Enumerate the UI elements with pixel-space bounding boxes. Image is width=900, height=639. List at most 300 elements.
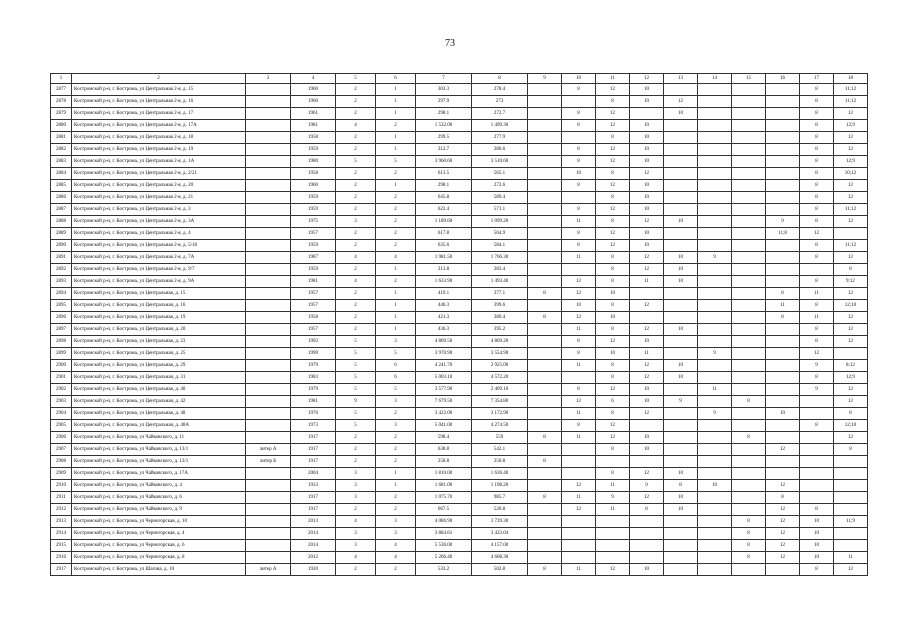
table-cell	[732, 252, 766, 264]
table-cell: 3	[336, 216, 376, 228]
table-cell	[732, 228, 766, 240]
table-cell: 10	[562, 168, 596, 180]
table-cell: 8	[596, 408, 630, 420]
table-row	[51, 276, 868, 288]
table-cell: 2	[336, 132, 376, 144]
table-cell	[664, 408, 698, 420]
table-cell: 12	[834, 384, 868, 396]
table-cell: 1933	[291, 480, 336, 492]
table-cell	[246, 96, 291, 108]
table-cell: 1961	[291, 108, 336, 120]
table-cell: 2915	[51, 540, 72, 552]
table-cell: 4	[336, 276, 376, 288]
table-cell	[766, 348, 800, 360]
table-cell: 8	[596, 192, 630, 204]
table-cell: 1	[376, 108, 416, 120]
table-cell: 8	[664, 480, 698, 492]
table-cell	[664, 516, 698, 528]
table-cell	[766, 156, 800, 168]
table-cell: 2885	[51, 180, 72, 192]
table-cell	[562, 444, 596, 456]
table-cell: 2894	[51, 288, 72, 300]
table-cell: 3 554.90	[472, 348, 528, 360]
table-cell: 2899	[51, 348, 72, 360]
table-cell: 12	[834, 252, 868, 264]
table-cell: 2908	[51, 456, 72, 468]
table-cell: 1 075.70	[416, 492, 472, 504]
table-cell	[698, 456, 732, 468]
table-cell: 10	[800, 528, 834, 540]
table-cell: 11	[630, 276, 664, 288]
table-cell: 12	[596, 180, 630, 192]
table-cell: 5 536.00	[416, 540, 472, 552]
table-cell: 1917	[291, 492, 336, 504]
table-cell	[732, 468, 766, 480]
table-cell: 4 869.50	[416, 336, 472, 348]
table-cell	[732, 180, 766, 192]
table-cell	[528, 156, 562, 168]
table-cell: 11	[562, 324, 596, 336]
column-header: 9	[528, 74, 562, 84]
table-row	[51, 120, 868, 132]
table-cell	[246, 204, 291, 216]
table-cell: 9	[596, 492, 630, 504]
table-cell: 2	[376, 192, 416, 204]
table-cell: 8	[732, 396, 766, 408]
table-cell	[528, 504, 562, 516]
table-cell: 12	[766, 480, 800, 492]
table-cell	[528, 372, 562, 384]
table-cell: 3	[376, 516, 416, 528]
table-cell: 8	[800, 300, 834, 312]
table-cell: 1957	[291, 288, 336, 300]
table-cell: 12	[562, 504, 596, 516]
table-cell: 3 960.60	[416, 156, 472, 168]
table-cell: 2888	[51, 216, 72, 228]
table-cell: 11;8	[766, 228, 800, 240]
table-cell	[732, 504, 766, 516]
table-cell: 2880	[51, 120, 72, 132]
table-cell: 542.1	[472, 444, 528, 456]
table-cell	[528, 516, 562, 528]
table-cell	[698, 180, 732, 192]
table-cell	[246, 264, 291, 276]
table-cell	[664, 228, 698, 240]
table-cell: 2014	[291, 528, 336, 540]
table-cell	[246, 552, 291, 564]
table-row	[51, 528, 868, 540]
table-cell	[732, 96, 766, 108]
table-cell	[698, 372, 732, 384]
table-cell: 645.8	[416, 192, 472, 204]
table-cell: 1 636.40	[472, 468, 528, 480]
table-cell	[698, 264, 732, 276]
table-cell: 2	[376, 228, 416, 240]
address-cell: Костромской р-н, г. Кострома, ул Центральная, д. 16	[72, 300, 246, 312]
table-cell: 5	[336, 420, 376, 432]
table-cell: 1973	[291, 420, 336, 432]
table-cell: 12	[596, 564, 630, 576]
table-cell: 2	[376, 492, 416, 504]
column-header: 3	[246, 74, 291, 84]
table-cell	[834, 348, 868, 360]
table-cell	[246, 132, 291, 144]
table-cell: 9	[336, 396, 376, 408]
table-cell: 1917	[291, 504, 336, 516]
table-cell: 10	[596, 348, 630, 360]
table-cell: 2	[336, 96, 376, 108]
table-cell: 273	[472, 96, 528, 108]
table-cell	[528, 420, 562, 432]
table-cell: 9	[698, 348, 732, 360]
table-cell	[596, 528, 630, 540]
table-cell	[698, 324, 732, 336]
table-cell	[596, 540, 630, 552]
table-cell: 10	[630, 228, 664, 240]
table-cell: 5 266.40	[416, 552, 472, 564]
table-cell: 8	[800, 132, 834, 144]
table-cell	[698, 360, 732, 372]
table-cell	[766, 432, 800, 444]
table-cell: 1960	[291, 96, 336, 108]
address-cell: Костромской р-н, г. Кострома, ул Чайковского, д. 13/1	[72, 444, 246, 456]
table-cell: 2897	[51, 324, 72, 336]
table-cell	[664, 564, 698, 576]
table-cell: 10	[630, 444, 664, 456]
table-cell: 11	[562, 252, 596, 264]
table-cell: 2	[336, 288, 376, 300]
table-cell: 5	[376, 384, 416, 396]
table-cell	[698, 528, 732, 540]
table-row	[51, 264, 868, 276]
table-cell	[246, 420, 291, 432]
table-cell: 1	[376, 312, 416, 324]
table-cell: 4 274.50	[472, 420, 528, 432]
column-header: 6	[376, 74, 416, 84]
table-cell: 10	[664, 372, 698, 384]
table-cell: 12	[766, 540, 800, 552]
table-cell: 10	[766, 408, 800, 420]
address-cell: Костромской р-н, г. Кострома, ул Чайковского, д. 4	[72, 480, 246, 492]
column-header: 14	[698, 74, 732, 84]
table-cell: 8	[732, 516, 766, 528]
table-cell: 2	[336, 180, 376, 192]
table-cell	[246, 540, 291, 552]
table-cell	[834, 480, 868, 492]
table-cell	[698, 504, 732, 516]
table-cell: 11	[562, 432, 596, 444]
table-cell: 2901	[51, 372, 72, 384]
column-header: 2	[72, 74, 246, 84]
table-cell: литер А	[246, 564, 291, 576]
address-cell: Костромской р-н, г. Кострома, ул Центральная, д. 19	[72, 312, 246, 324]
address-cell: Костромской р-н, г. Кострома, ул Центральная, д. 20	[72, 324, 246, 336]
table-cell	[246, 492, 291, 504]
table-cell	[528, 204, 562, 216]
table-cell	[732, 240, 766, 252]
table-cell	[528, 408, 562, 420]
table-cell: 419.1	[416, 288, 472, 300]
table-row	[51, 480, 868, 492]
table-cell: 2	[376, 276, 416, 288]
table-cell	[562, 132, 596, 144]
table-cell	[766, 120, 800, 132]
table-row	[51, 564, 868, 576]
table-cell: 11;12	[834, 84, 868, 96]
table-cell	[664, 120, 698, 132]
table-cell: 1917	[291, 432, 336, 444]
table-cell	[562, 528, 596, 540]
table-cell	[698, 108, 732, 120]
table-cell	[766, 276, 800, 288]
table-cell	[664, 168, 698, 180]
address-cell: Костромской р-н, г. Кострома, ул Центральная 2-я, д. 17	[72, 108, 246, 120]
table-cell: 2898	[51, 336, 72, 348]
table-cell	[732, 156, 766, 168]
table-row	[51, 360, 868, 372]
table-cell	[766, 192, 800, 204]
table-row	[51, 228, 868, 240]
table-cell: 299.5	[416, 132, 472, 144]
table-cell	[698, 96, 732, 108]
table-cell: 12	[834, 192, 868, 204]
table-cell	[246, 180, 291, 192]
table-cell: 2896	[51, 312, 72, 324]
table-cell: 5	[376, 348, 416, 360]
table-cell	[766, 180, 800, 192]
table-cell: 8	[596, 96, 630, 108]
table-cell: 10	[664, 324, 698, 336]
table-cell: 8	[562, 180, 596, 192]
table-cell: 1970	[291, 408, 336, 420]
table-cell: 10	[630, 204, 664, 216]
table-cell	[766, 396, 800, 408]
table-cell: 2	[336, 564, 376, 576]
table-cell	[246, 504, 291, 516]
table-cell: 1	[376, 468, 416, 480]
table-cell: 622.4	[416, 204, 472, 216]
table-cell: 10	[664, 360, 698, 372]
table-cell	[800, 264, 834, 276]
table-cell	[246, 348, 291, 360]
table-cell: 1	[376, 84, 416, 96]
address-cell: Костромской р-н, г. Кострома, ул Центральная 2-я, д. 5/18	[72, 240, 246, 252]
table-cell: 1981	[291, 396, 336, 408]
table-cell: 12	[766, 504, 800, 516]
table-cell	[562, 264, 596, 276]
table-cell	[664, 300, 698, 312]
table-cell	[528, 180, 562, 192]
table-cell: 11;9	[834, 516, 868, 528]
table-cell: 2881	[51, 132, 72, 144]
table-cell: 2900	[51, 360, 72, 372]
table-cell: 10	[800, 552, 834, 564]
table-cell	[698, 396, 732, 408]
table-cell: 421.3	[416, 312, 472, 324]
table-cell	[246, 528, 291, 540]
table-cell: 571.1	[472, 204, 528, 216]
table-cell: 2879	[51, 108, 72, 120]
table-cell	[528, 228, 562, 240]
table-cell: 2889	[51, 228, 72, 240]
table-cell: 1957	[291, 228, 336, 240]
table-cell: 10	[630, 132, 664, 144]
table-cell: 12	[664, 96, 698, 108]
table-cell: 1	[376, 300, 416, 312]
table-cell	[664, 348, 698, 360]
table-cell: 10	[664, 252, 698, 264]
table-cell: 1993	[291, 336, 336, 348]
table-cell: 7 354.80	[472, 396, 528, 408]
table-cell	[528, 540, 562, 552]
address-cell: Костромской р-н, г. Кострома, ул Центральная 2-я, д. 7А	[72, 252, 246, 264]
table-cell	[246, 144, 291, 156]
column-header: 1	[51, 74, 72, 84]
table-cell: 12	[596, 84, 630, 96]
table-cell	[698, 276, 732, 288]
table-cell	[698, 420, 732, 432]
table-cell	[834, 456, 868, 468]
table-row	[51, 348, 868, 360]
table-cell: 2	[336, 456, 376, 468]
address-cell: Костромской р-н, г. Кострома, ул Центральная 2-я, д. 19	[72, 144, 246, 156]
table-cell: 1980	[291, 156, 336, 168]
table-cell: 1 198.20	[472, 480, 528, 492]
table-cell	[834, 228, 868, 240]
table-cell	[800, 408, 834, 420]
table-cell: 8	[596, 300, 630, 312]
table-cell: 10	[664, 504, 698, 516]
table-cell: 1958	[291, 312, 336, 324]
table-cell: 8	[800, 108, 834, 120]
table-row	[51, 516, 868, 528]
table-cell	[246, 252, 291, 264]
table-cell: 9	[630, 480, 664, 492]
table-cell	[246, 276, 291, 288]
table-cell	[596, 456, 630, 468]
table-cell: 2	[336, 324, 376, 336]
table-cell: 8	[834, 444, 868, 456]
table-cell: 1 099.20	[472, 216, 528, 228]
table-cell: 8	[766, 288, 800, 300]
table-cell: 2	[336, 240, 376, 252]
address-cell: Костромской р-н, г. Кострома, ул Центральная, д. 40	[72, 384, 246, 396]
table-cell: 395.2	[472, 324, 528, 336]
table-cell: 613.5	[416, 168, 472, 180]
table-row	[51, 456, 868, 468]
address-cell: Костромской р-н, г. Кострома, ул Центральная 2-я, д. 21	[72, 192, 246, 204]
table-row	[51, 432, 868, 444]
table-cell: 278.4	[472, 84, 528, 96]
table-cell: 12	[630, 468, 664, 480]
table-cell: 5	[336, 336, 376, 348]
table-cell: 12	[834, 216, 868, 228]
table-cell: 8	[732, 528, 766, 540]
table-cell	[528, 276, 562, 288]
table-cell: 2 925.00	[472, 360, 528, 372]
table-cell	[630, 516, 664, 528]
table-cell	[698, 132, 732, 144]
table-cell	[528, 264, 562, 276]
table-cell	[732, 420, 766, 432]
table-cell: 12	[596, 144, 630, 156]
table-cell: 8	[800, 420, 834, 432]
table-cell	[732, 564, 766, 576]
table-cell: 8	[596, 324, 630, 336]
table-cell: 11;12	[834, 240, 868, 252]
table-cell: 2	[336, 108, 376, 120]
table-cell: 4 608.30	[472, 552, 528, 564]
table-cell: 12	[834, 564, 868, 576]
table-cell: 10;12	[834, 168, 868, 180]
table-cell: 12	[630, 264, 664, 276]
table-cell	[246, 468, 291, 480]
table-row	[51, 252, 868, 264]
address-cell: Костромской р-н, г. Кострома, ул Центральная 2-я, д. 1А	[72, 156, 246, 168]
header-row	[51, 74, 868, 84]
table-cell	[800, 468, 834, 480]
table-cell	[732, 84, 766, 96]
table-cell: 12	[596, 120, 630, 132]
table-cell: 2	[336, 444, 376, 456]
table-cell: 1975	[291, 216, 336, 228]
column-header: 5	[336, 74, 376, 84]
column-header: 18	[834, 74, 868, 84]
table-cell: 10	[630, 84, 664, 96]
table-cell: 2905	[51, 420, 72, 432]
table-cell: 10	[698, 480, 732, 492]
table-cell: 2	[336, 264, 376, 276]
table-cell	[528, 144, 562, 156]
address-cell: Костромской р-н, г. Кострома, ул Центральная 2-я, д. 4	[72, 228, 246, 240]
table-cell: 5 003.10	[416, 372, 472, 384]
address-cell: Костромской р-н, г. Кострома, ул Центральная, д. 15	[72, 288, 246, 300]
table-cell: 12	[562, 312, 596, 324]
address-cell: Костромской р-н, г. Кострома, ул Центральная 2-я, д. 9А	[72, 276, 246, 288]
table-cell: 12	[834, 132, 868, 144]
table-cell	[246, 228, 291, 240]
table-row	[51, 408, 868, 420]
table-cell: 1	[376, 480, 416, 492]
table-cell: 9	[698, 408, 732, 420]
table-cell: 1 633.90	[416, 276, 472, 288]
table-cell	[800, 480, 834, 492]
table-cell	[732, 264, 766, 276]
table-cell	[664, 132, 698, 144]
table-cell	[698, 336, 732, 348]
table-cell: 8	[800, 96, 834, 108]
address-cell: Костромской р-н, г. Кострома, ул Шагова, д. 10	[72, 564, 246, 576]
table-cell	[528, 324, 562, 336]
table-cell	[562, 96, 596, 108]
table-cell: 9	[800, 384, 834, 396]
table-cell: 8	[562, 120, 596, 132]
table-cell	[732, 336, 766, 348]
table-cell	[246, 120, 291, 132]
table-cell	[766, 324, 800, 336]
table-row	[51, 504, 868, 516]
table-cell	[246, 324, 291, 336]
column-header: 15	[732, 74, 766, 84]
table-row	[51, 336, 868, 348]
table-cell	[664, 180, 698, 192]
table-cell: 11	[766, 300, 800, 312]
table-cell	[766, 420, 800, 432]
table-row	[51, 84, 868, 96]
table-cell	[766, 456, 800, 468]
table-cell	[664, 456, 698, 468]
table-cell: 2	[336, 228, 376, 240]
